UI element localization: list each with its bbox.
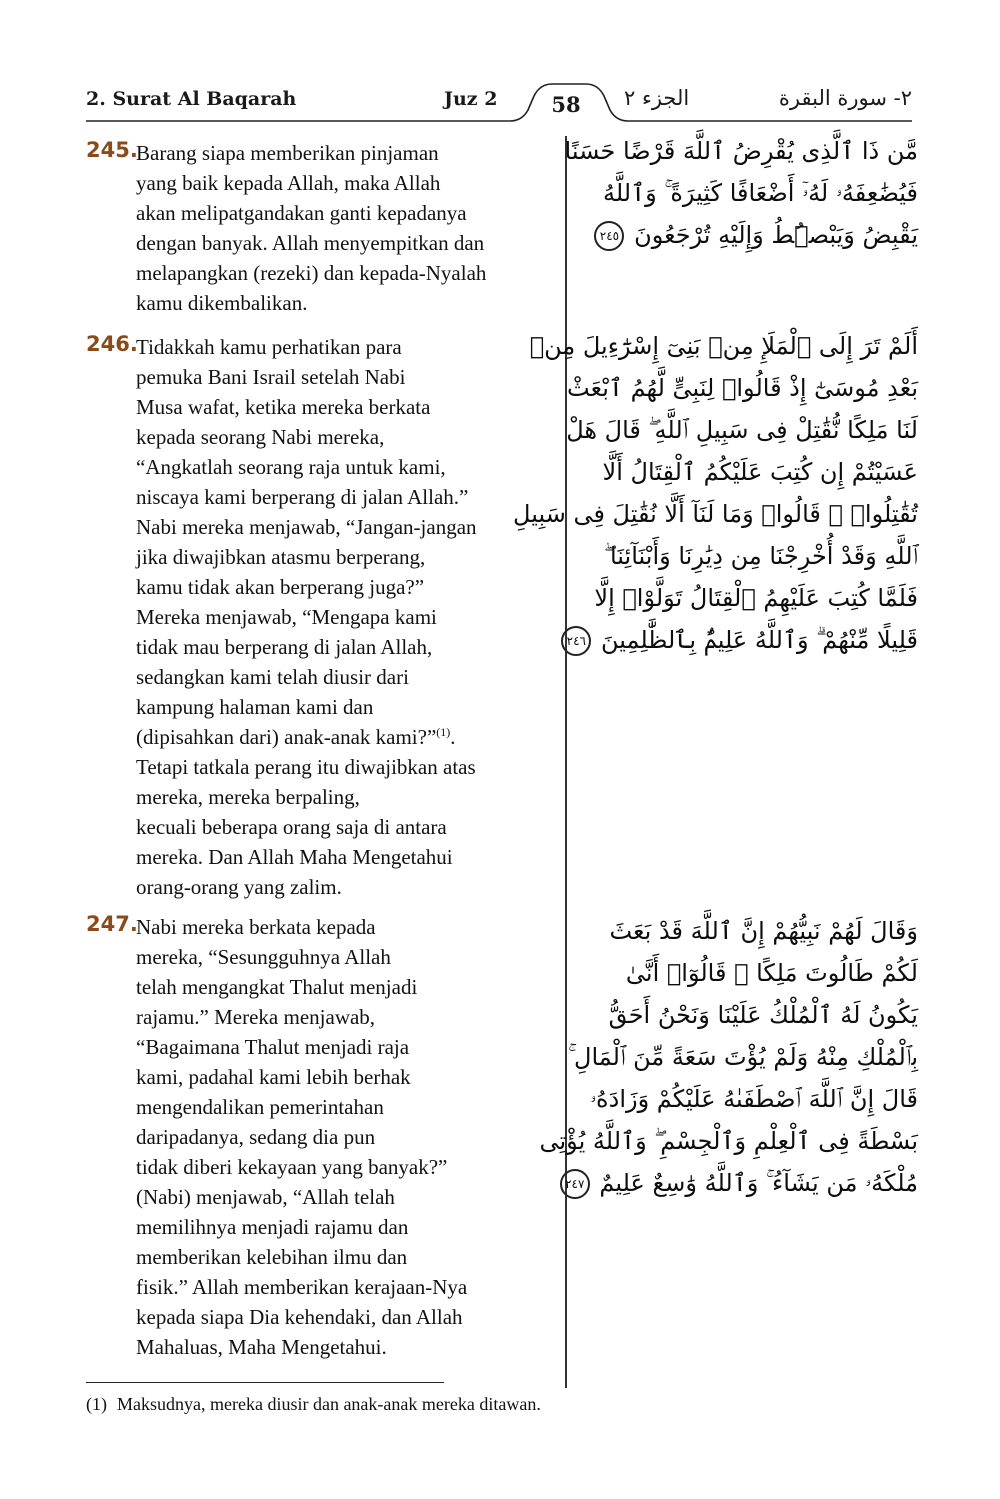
text-line: pemuka Bani Israil setelah Nabi — [136, 365, 406, 389]
arabic-line: قَلِيلًا مِّنْهُمْ ۗ وَٱللَّهُ عَلِيمٌۢ بِٱلظَّٰلِمِينَ — [600, 626, 918, 654]
ayah-end-marker: ٢٤٦ — [561, 626, 591, 656]
arabic-line: فَيُضَٰعِفَهُۥ لَهُۥٓ أَضْعَافًا كَثِيرَةً ۚ وَٱللَّهُ — [602, 179, 918, 207]
arabic-line: وَقَالَ لَهُمْ نَبِيُّهُمْ إِنَّ ٱللَّهَ قَدْ بَعَثَ — [609, 917, 918, 945]
ayah-end-marker: ٢٤٥ — [594, 221, 624, 251]
text-line: kepada siapa Dia kehendaki, dan Allah — [136, 1305, 463, 1329]
arabic-line: ٱللَّهِ وَقَدْ أُخْرِجْنَا مِن دِيَٰرِنَا وَأَبْنَآئِنَا ۖ — [603, 542, 918, 570]
page-number: 58 — [551, 92, 581, 117]
text-line: dengan banyak. Allah menyempitkan dan — [136, 231, 485, 255]
arabic-line: يَكُونُ لَهُ ٱلْمُلْكُ عَلَيْنَا وَنَحْنُ أَحَقُّ — [608, 1001, 918, 1029]
verse-246-translation — [86, 332, 556, 902]
arabic-line: فَلَمَّا كُتِبَ عَلَيْهِمُ ٱلْقِتَالُ تَوَلَّوْا۟ إِلَّا — [594, 584, 918, 612]
arabic-line: قَالَ إِنَّ ٱللَّهَ ٱصْطَفَىٰهُ عَلَيْكُمْ وَزَادَهُۥ — [590, 1085, 918, 1113]
text-line: yang baik kepada Allah, maka Allah — [136, 171, 441, 195]
text-line: rajamu.” Mereka menjawab, — [136, 1005, 376, 1029]
text-line: mereka, “Sesungguhnya Allah — [136, 945, 391, 969]
text-line: (Nabi) menjawab, “Allah telah — [136, 1185, 395, 1209]
footnote-ref: (1) — [436, 725, 451, 739]
arabic-line: بِٱلْمُلْكِ مِنْهُ وَلَمْ يُؤْتَ سَعَةً مِّنَ ٱلْمَالِ ۚ — [568, 1043, 918, 1071]
arabic-line: أَلَمْ تَرَ إِلَى ٱلْمَلَإِ مِنۢ بَنِىٓ إِسْرَٰٓءِيلَ مِنۢ — [529, 332, 918, 360]
text-line: Musa wafat, ketika mereka berkata — [136, 395, 431, 419]
text-line: Nabi mereka menjawab, “Jangan-jangan — [136, 515, 477, 539]
text-line: tidak diberi kekayaan yang banyak?” — [136, 1155, 448, 1179]
arabic-line: تُقَٰتِلُوا۟ ۖ قَالُوا۟ وَمَا لَنَآ أَلَّا نُقَٰتِلَ فِى سَبِيلِ — [513, 500, 918, 528]
text-line: sedangkan kami telah diusir dari — [136, 665, 409, 689]
ayah-end-marker: ٢٤٧ — [560, 1169, 590, 1199]
verse-246-arabic — [513, 325, 918, 661]
page-header — [0, 0, 1000, 130]
text-line: jika diwajibkan atasmu berperang, — [136, 545, 426, 569]
arabic-line: بَعْدِ مُوسَىٰٓ إِذْ قَالُوا۟ لِنَبِىٍّ لَّهُمُ ٱبْعَثْ — [567, 374, 918, 402]
footnote-rule — [86, 1382, 444, 1383]
text-line: Mereka menjawab, “Mengapa kami — [136, 605, 437, 629]
arabic-line: بَسْطَةً فِى ٱلْعِلْمِ وَٱلْجِسْمِ ۖ وَٱللَّهُ يُؤْتِى — [539, 1127, 918, 1155]
verse-number: 245. — [86, 138, 138, 162]
text-line: mereka. Dan Allah Maha Mengetahui — [136, 845, 453, 869]
text-line: mengendalikan pemerintahan — [136, 1095, 384, 1119]
juz-label-latin: Juz 2 — [444, 88, 498, 110]
verse-text — [136, 912, 556, 1362]
text-line: mereka, mereka berpaling, — [136, 785, 360, 809]
text-line: melapangkan (rezeki) dan kepada-Nyalah — [136, 261, 487, 285]
text-line: “Angkatlah seorang raja untuk kami, — [136, 455, 446, 479]
arabic-line: عَسَيْتُمْ إِن كُتِبَ عَلَيْكُمُ ٱلْقِتَالُ أَلَّا — [602, 458, 918, 486]
juz-label-arabic: الجزء ٢ — [624, 86, 690, 110]
text-line: kamu tidak akan berperang juga?” — [136, 575, 425, 599]
verse-245-translation — [86, 138, 556, 318]
surah-title-latin: 2. Surat Al Baqarah — [86, 88, 297, 110]
verse-text — [136, 138, 556, 318]
verse-245-arabic — [564, 130, 918, 256]
arabic-line: مُلْكَهُۥ مَن يَشَآءُ ۚ وَٱللَّهُ وَٰسِعٌ عَلِيمٌ — [599, 1169, 918, 1197]
arabic-line: يَقْبِضُ وَيَبْصُۜطُ وَإِلَيْهِ تُرْجَعُونَ — [634, 221, 918, 249]
verse-247-translation — [86, 912, 556, 1362]
text-line: (dipisahkan dari) anak-anak kami?” — [136, 725, 437, 749]
verse-247-arabic — [539, 910, 918, 1204]
text-line: Mahaluas, Maha Mengetahui. — [136, 1335, 387, 1359]
text-line: niscaya kami berperang di jalan Allah.” — [136, 485, 469, 509]
text-line: kepada seorang Nabi mereka, — [136, 425, 385, 449]
verse-number: 247. — [86, 912, 138, 936]
arabic-line: لَنَا مَلِكًا نُّقَٰتِلْ فِى سَبِيلِ ٱللَّهِ ۖ قَالَ هَلْ — [566, 416, 918, 444]
text-line: Tetapi tatkala perang itu diwajibkan atas — [136, 755, 476, 779]
text-line: Barang siapa memberikan pinjaman — [136, 141, 439, 165]
text-line: kami, padahal kami lebih berhak — [136, 1065, 411, 1089]
text-line: orang-orang yang zalim. — [136, 875, 342, 899]
text-line: fisik.” Allah memberikan kerajaan-Nya — [136, 1275, 468, 1299]
text-line: daripadanya, sedang dia pun — [136, 1125, 376, 1149]
footnote-mark: (1) — [86, 1394, 107, 1414]
footnote — [86, 1394, 541, 1415]
text-line: memilihnya menjadi rajamu dan — [136, 1215, 409, 1239]
verse-text: Tidakkah kamu perhatikan para pemuka Bani Israil setelah Nabi Musa wafat, ketika mereka berkata kepada seorang Nabi mereka, “Angkatlah seorang raja untuk kami, niscaya kami berperang di jalan Allah.” Nabi mereka menjawab, “Jangan-jangan jika diwajibkan atasmu berperang, kamu tidak akan berperang juga?” Mereka menjawab, “Mengapa kami tidak mau berperang di jalan Allah, sedangkan kami telah diusir dari kampung halaman kami dan (dipisahkan dari) anak-anak kami?”$^{(1)}$. Tetapi tatkala perang itu diwajibkan atas mereka, mereka berpaling, kecuali beberapa orang saja di antara mereka. Dan Allah Maha Mengetahui orang-orang yang zalim. — [136, 332, 556, 902]
text-line: telah mengangkat Thalut menjadi — [136, 975, 418, 999]
arabic-line: مَّن ذَا ٱلَّذِى يُقْرِضُ ٱللَّهَ قَرْضًا حَسَنًا — [564, 137, 918, 165]
text-line: memberikan kelebihan ilmu dan — [136, 1245, 408, 1269]
footnote-text: Maksudnya, mereka diusir dan anak-anak mereka ditawan. — [117, 1394, 541, 1414]
text-line: tidak mau berperang di jalan Allah, — [136, 635, 433, 659]
text-line: kecuali beberapa orang saja di antara — [136, 815, 447, 839]
text-line: kampung halaman kami dan — [136, 695, 374, 719]
text-line: akan melipatgandakan ganti kepadanya — [136, 201, 467, 225]
text-line: Tidakkah kamu perhatikan para — [136, 335, 402, 359]
text-line: Nabi mereka berkata kepada — [136, 915, 376, 939]
text-line: “Bagaimana Thalut menjadi raja — [136, 1035, 410, 1059]
arabic-line: لَكُمْ طَالُوتَ مَلِكًا ۚ قَالُوٓا۟ أَنَّىٰ — [625, 959, 918, 987]
verse-number: 246. — [86, 332, 138, 356]
header-rule — [0, 0, 1000, 130]
surah-title-arabic: ٢- سورة البقرة — [778, 86, 912, 110]
text-line: kamu dikembalikan. — [136, 291, 308, 315]
